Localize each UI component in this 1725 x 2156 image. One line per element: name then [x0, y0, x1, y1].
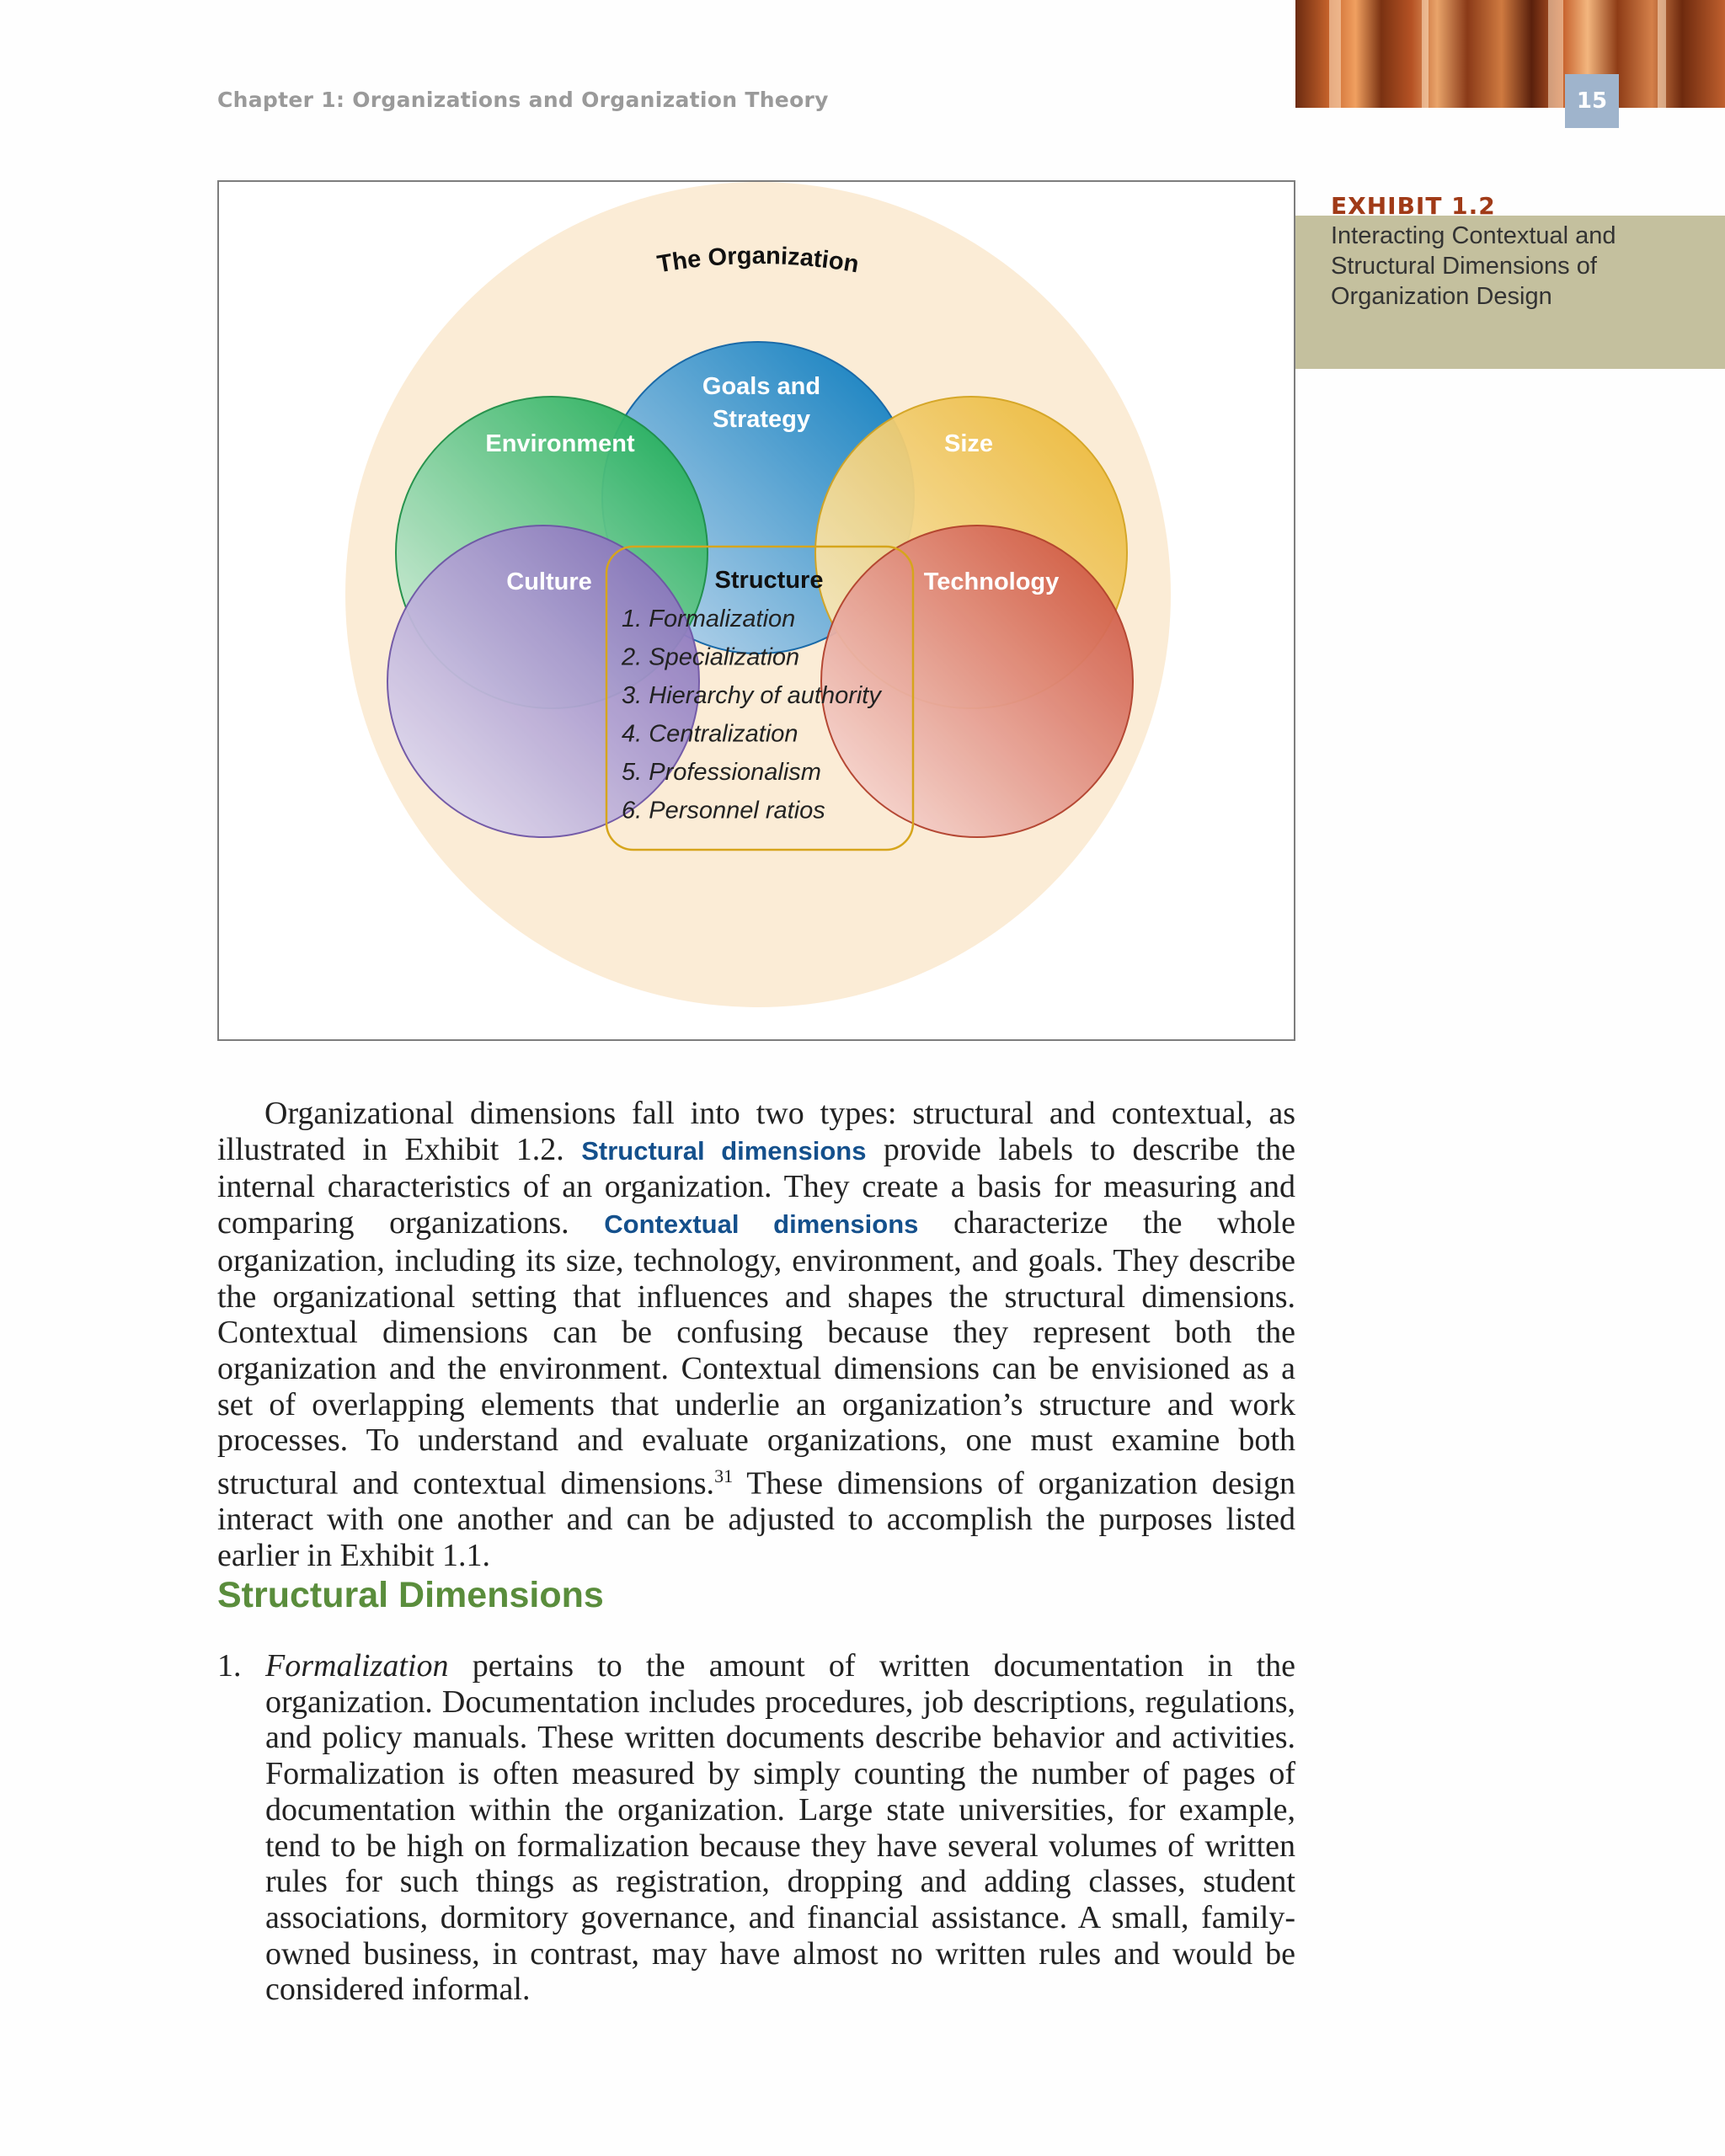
- paragraph-text-3: characterize the whole organization, including its size, technology, environment, and goals. They describe the organizational setting that influences and shapes the structural dimensions. Contextual dimensions can be confusing because they represent both the organization and the environment. Contextual dimensions can be envisioned as a set of overlapping elements that underlie an organization’s structure and work processes. To understand and evaluate organizations, one must examine both structural and contextual dimensions.: [217, 1205, 1296, 1502]
- page-number: 15: [1565, 74, 1619, 128]
- paragraph-text-1: Organizational dimensions fall into two types: structural and contextual, as illustrated in Exhibit 1.2.: [217, 1096, 1295, 1167]
- venn-diagram: [219, 182, 1297, 1043]
- structure-item: 3. Hierarchy of authority: [622, 682, 881, 709]
- exhibit-label: EXHIBIT 1.2: [1331, 192, 1496, 220]
- culture-label: Culture: [506, 568, 592, 595]
- strategy-label: Strategy: [712, 406, 811, 433]
- structure-item: 4. Centralization: [622, 720, 798, 748]
- header-photo: [1295, 0, 1725, 108]
- goals-label: Goals and: [702, 373, 821, 400]
- environment-label: Environment: [485, 430, 635, 457]
- footnote-ref: 31: [714, 1465, 734, 1487]
- structure-item: 6. Personnel ratios: [622, 797, 825, 825]
- running-head: Chapter 1: Organizations and Organization Theory: [217, 88, 829, 112]
- exhibit-figure: [217, 180, 1295, 1041]
- paragraph-text-2: provide labels to describe the internal characteristics of an organization. They create a basis for measuring and comparing organizations.: [217, 1131, 1296, 1241]
- size-label: Size: [943, 430, 994, 457]
- technology-label: Technology: [923, 568, 1060, 595]
- organization-title: The Organization: [655, 242, 861, 279]
- section-heading: Structural Dimensions: [217, 1575, 604, 1615]
- list-term: Formalization: [265, 1648, 449, 1684]
- structure-title: Structure: [714, 567, 824, 594]
- structure-item: 1. Formalization: [622, 606, 796, 632]
- term-structural-dimensions: Structural dimensions: [581, 1135, 867, 1166]
- list-text: pertains to the amount of written documentation in the organization. Documentation includes procedures, job descriptions, regulations, and policy manuals. These written documents describe behavior and activities. Formalization is often measured by simply counting the number of pages of documentation within the organization. Large state universities, for example, tend to be high on formalization because they have several volumes of written rules for such things as registration, dropping and adding classes, student associations, dormitory governance, and financial assistance. A small, family-owned business, in contrast, may have almost no written rules and would be considered informal.: [265, 1648, 1295, 2008]
- structure-item: 2. Specialization: [622, 643, 800, 671]
- structure-item: 5. Professionalism: [622, 759, 821, 786]
- body-paragraph: [217, 1096, 1295, 1574]
- exhibit-caption: Interacting Contextual and Structural Dimensions of Organization Design: [1331, 222, 1616, 310]
- list-number: 1.: [217, 1648, 242, 1684]
- term-contextual-dimensions: Contextual dimensions: [604, 1209, 919, 1240]
- list-item: [217, 1648, 1295, 2008]
- paragraph-text-4: These dimensions of organization design interact with one another and can be adjusted to accomplish the purposes listed earlier in Exhibit 1.1.: [217, 1465, 1295, 1574]
